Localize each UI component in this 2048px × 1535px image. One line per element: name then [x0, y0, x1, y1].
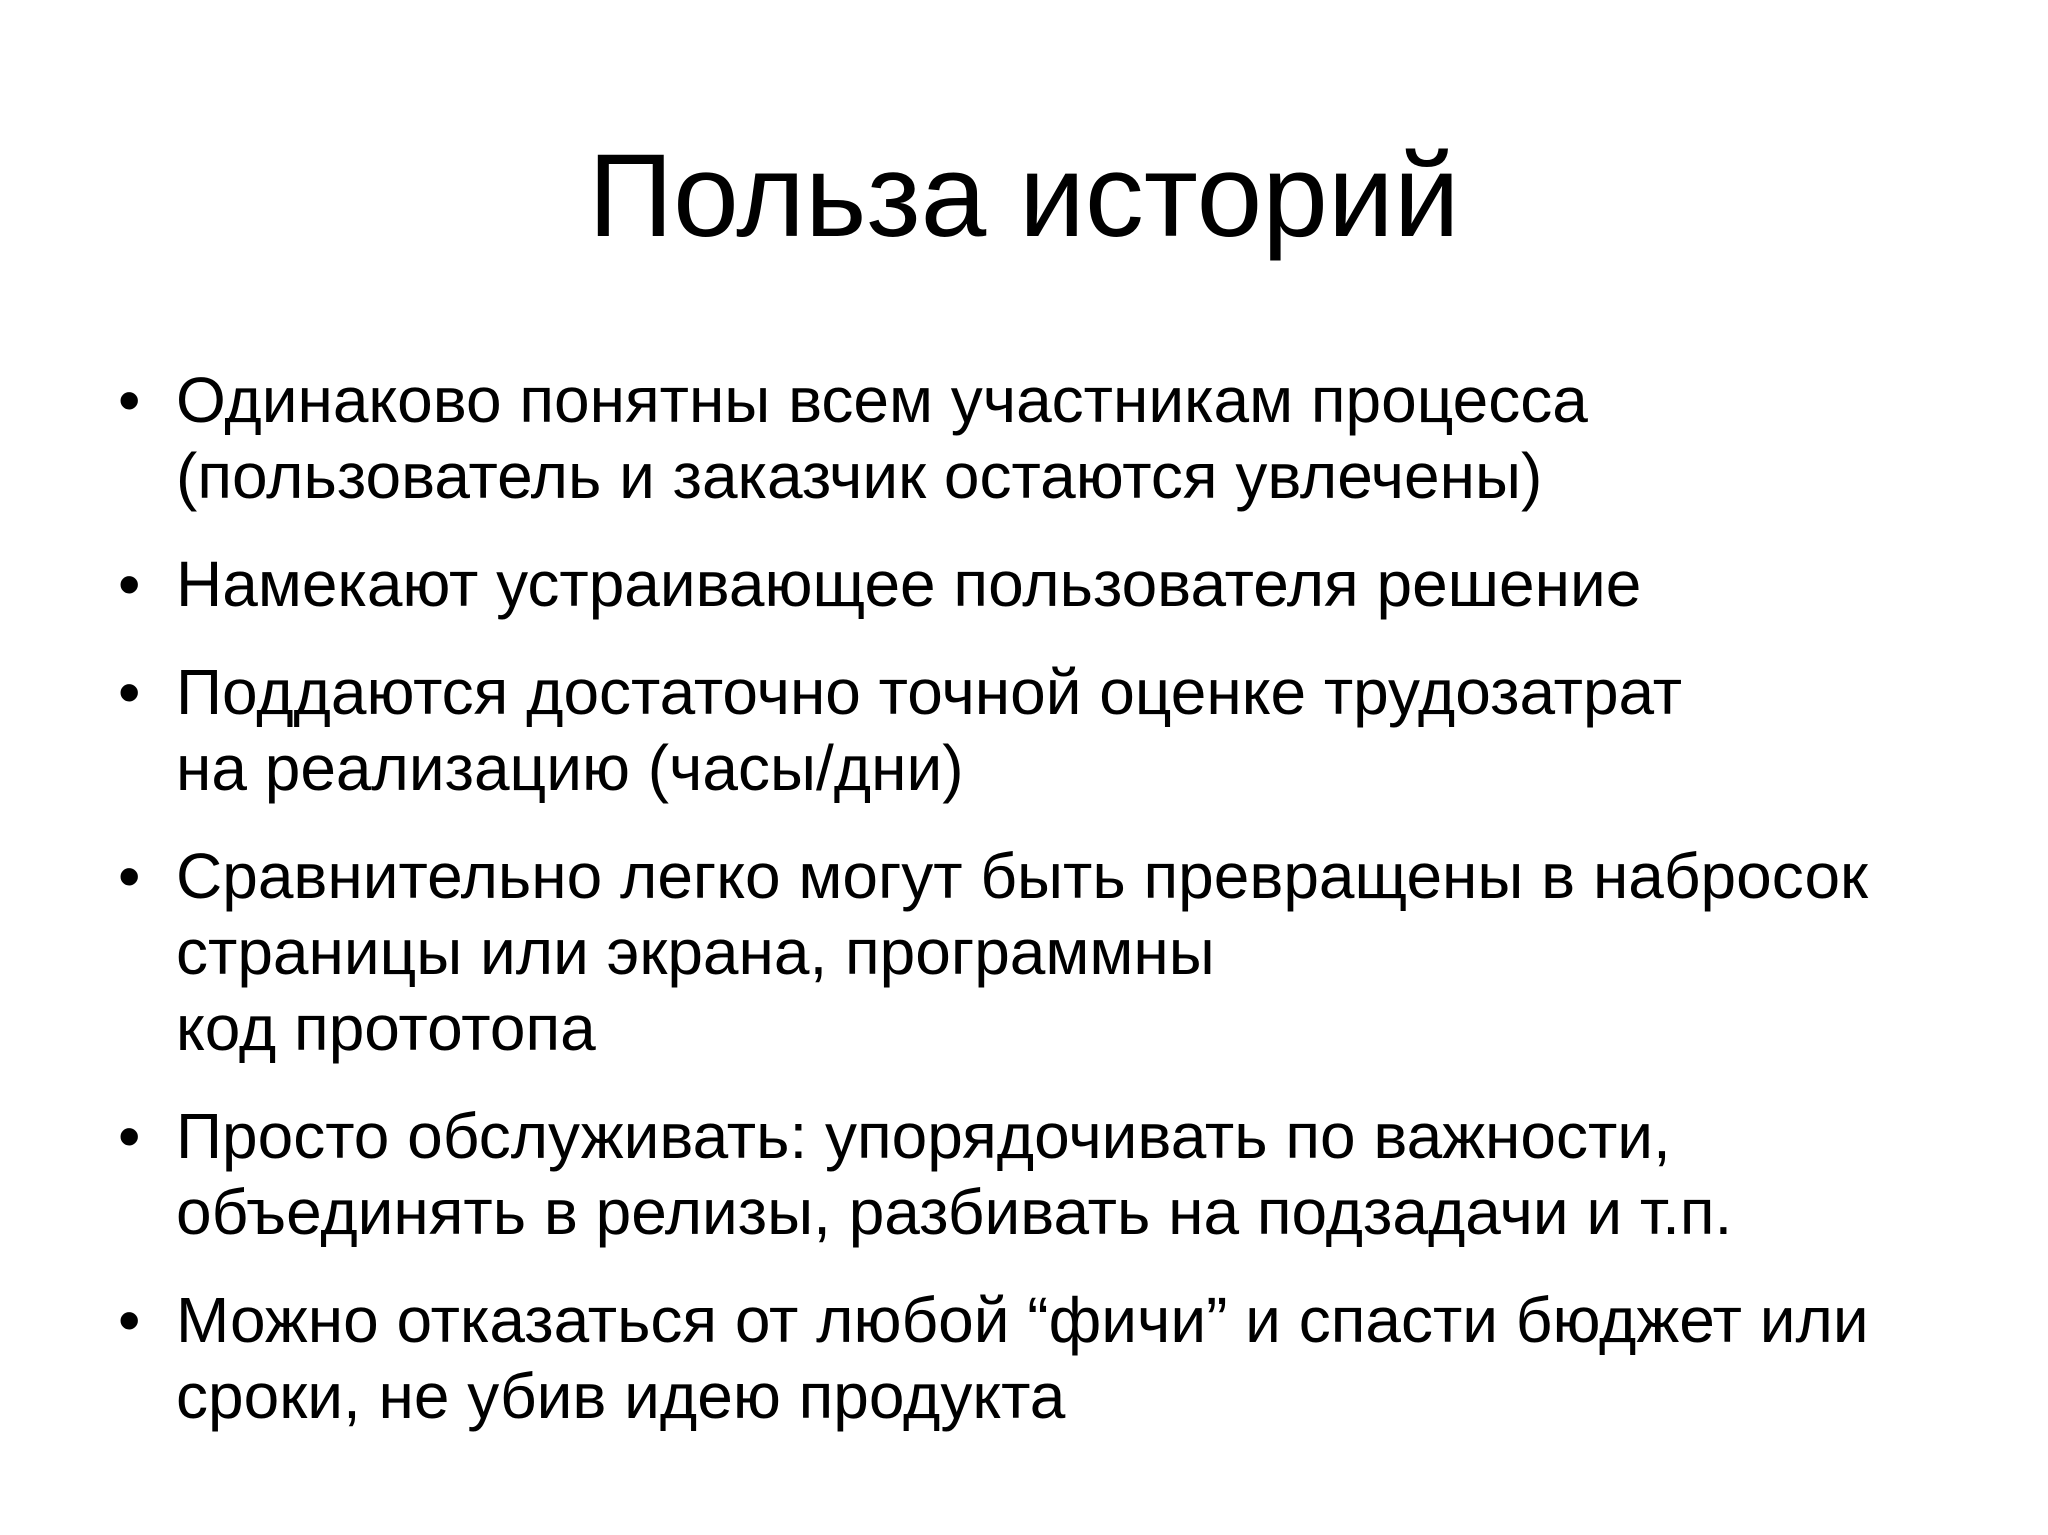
bullet-text-line: Можно отказаться от любой “фичи” и спасти бюджет или	[176, 1284, 1869, 1356]
bullet-text-line: (пользователь и заказчик остаются увлечены)	[176, 440, 1543, 512]
bullet-item	[118, 1098, 2018, 1250]
bullet-text-line: на реализацию (часы/дни)	[176, 732, 964, 804]
bullet-icon: •	[118, 364, 141, 436]
bullet-item	[118, 1282, 2018, 1434]
bullet-text-line: Просто обслуживать: упорядочивать по важности,	[176, 1100, 1671, 1172]
bullet-icon: •	[118, 840, 141, 912]
bullet-item	[118, 838, 2018, 1066]
bullet-icon: •	[118, 1100, 141, 1172]
slide-title: Польза историй	[588, 130, 1460, 262]
bullet-list	[118, 362, 2018, 1466]
bullet-icon: •	[118, 548, 141, 620]
bullet-item	[118, 654, 2018, 806]
bullet-text-line: Поддаются достаточно точной оценке трудозатрат	[176, 656, 1683, 728]
bullet-text-line: Сравнительно легко могут быть превращены в набросок	[176, 840, 1869, 912]
bullet-text-line: страницы или экрана, программны	[176, 916, 1215, 988]
bullet-icon: •	[118, 656, 141, 728]
bullet-icon: •	[118, 1284, 141, 1356]
bullet-text-line: Намекают устраивающее пользователя решение	[176, 548, 1642, 620]
bullet-text-line: сроки, не убив идею продукта	[176, 1360, 1066, 1432]
bullet-text-line: Одинаково понятны всем участникам процесса	[176, 364, 1588, 436]
bullet-text-line: код прототопа	[176, 992, 596, 1064]
bullet-item	[118, 546, 2018, 622]
bullet-item	[118, 362, 2018, 514]
bullet-text-line: объединять в релизы, разбивать на подзадачи и т.п.	[176, 1176, 1733, 1248]
